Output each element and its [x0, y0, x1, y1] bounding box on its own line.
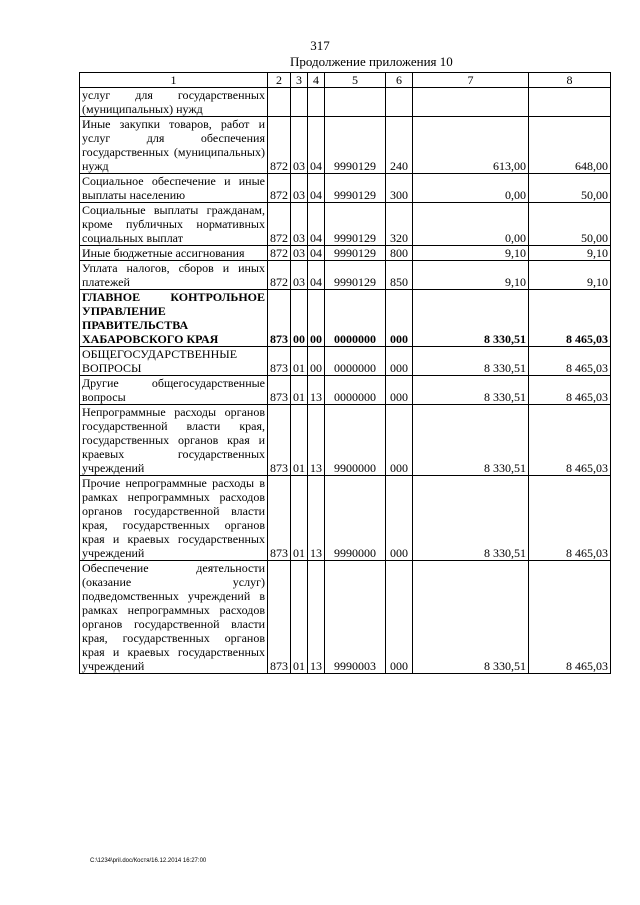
cell-type: 000: [386, 561, 413, 674]
cell-ministry: 873: [268, 376, 291, 405]
cell-name: Социальные выплаты гражданам, кроме публичных нормативных социальных выплат: [80, 203, 268, 246]
cell-type: 000: [386, 476, 413, 561]
cell-amount-2015: 8 330,51: [413, 405, 529, 476]
cell-target: 9990000: [325, 476, 386, 561]
header-cell: 4: [308, 73, 325, 88]
cell-amount-2015: 9,10: [413, 246, 529, 261]
table-row: [80, 246, 611, 261]
table-body: [80, 88, 611, 674]
cell-name: услуг для государственных (муниципальных) нужд: [80, 88, 268, 117]
cell-section: 01: [291, 561, 308, 674]
table-row: [80, 347, 611, 376]
table-row: [80, 290, 611, 347]
cell-amount-2016: 50,00: [529, 174, 611, 203]
cell-amount-2016: 8 465,03: [529, 561, 611, 674]
cell-type: 000: [386, 405, 413, 476]
cell-amount-2015: [413, 88, 529, 117]
cell-target: [325, 88, 386, 117]
cell-ministry: 873: [268, 405, 291, 476]
cell-amount-2016: 8 465,03: [529, 290, 611, 347]
cell-target: 9990003: [325, 561, 386, 674]
header-cell: 8: [529, 73, 611, 88]
file-path-footer: C:\1234\pril.doc/Костя/16.12.2014 16:27:00: [90, 858, 207, 864]
cell-type: 850: [386, 261, 413, 290]
header-row: [80, 73, 611, 88]
cell-name: Другие общегосударственные вопросы: [80, 376, 268, 405]
header-cell: 2: [268, 73, 291, 88]
cell-section: 03: [291, 261, 308, 290]
cell-name: Социальное обеспечение и иные выплаты населению: [80, 174, 268, 203]
cell-target: 9990129: [325, 203, 386, 246]
cell-target: 9990129: [325, 261, 386, 290]
cell-ministry: 872: [268, 117, 291, 174]
cell-amount-2015: 8 330,51: [413, 376, 529, 405]
cell-subsection: 00: [308, 347, 325, 376]
cell-section: 03: [291, 246, 308, 261]
cell-subsection: 04: [308, 117, 325, 174]
cell-section: 00: [291, 290, 308, 347]
cell-subsection: 04: [308, 203, 325, 246]
cell-type: 800: [386, 246, 413, 261]
cell-name: Иные бюджетные ассигнования: [80, 246, 268, 261]
appendix-caption: Продолжение приложения 10: [290, 54, 453, 69]
cell-section: 01: [291, 347, 308, 376]
header-cell: 1: [80, 73, 268, 88]
table-row: [80, 174, 611, 203]
cell-amount-2016: 50,00: [529, 203, 611, 246]
table-row: [80, 476, 611, 561]
cell-subsection: 00: [308, 290, 325, 347]
cell-name: Уплата налогов, сборов и иных платежей: [80, 261, 268, 290]
cell-amount-2015: 9,10: [413, 261, 529, 290]
cell-ministry: 872: [268, 261, 291, 290]
cell-subsection: 13: [308, 476, 325, 561]
cell-amount-2016: 8 465,03: [529, 347, 611, 376]
cell-ministry: 873: [268, 476, 291, 561]
cell-target: 0000000: [325, 347, 386, 376]
cell-target: 0000000: [325, 290, 386, 347]
cell-ministry: 872: [268, 203, 291, 246]
cell-subsection: 13: [308, 405, 325, 476]
cell-ministry: 873: [268, 561, 291, 674]
cell-type: 000: [386, 290, 413, 347]
cell-section: 01: [291, 476, 308, 561]
cell-section: 03: [291, 203, 308, 246]
cell-section: 01: [291, 376, 308, 405]
header-cell: 6: [386, 73, 413, 88]
header-cell: 3: [291, 73, 308, 88]
cell-section: 01: [291, 405, 308, 476]
table-row: [80, 561, 611, 674]
cell-target: 9990129: [325, 246, 386, 261]
cell-amount-2016: 8 465,03: [529, 376, 611, 405]
cell-name: Обеспечение деятельности (оказание услуг) подведомственных учреждений в рамках непрограммных расходов органов государственной власти края, государственных органов края и краевых государственных учреждений: [80, 561, 268, 674]
cell-amount-2015: 613,00: [413, 117, 529, 174]
cell-type: [386, 88, 413, 117]
header-cell: 7: [413, 73, 529, 88]
table-row: [80, 405, 611, 476]
cell-amount-2016: 648,00: [529, 117, 611, 174]
cell-target: 9990129: [325, 117, 386, 174]
table-row: [80, 376, 611, 405]
cell-amount-2015: 8 330,51: [413, 561, 529, 674]
cell-subsection: 04: [308, 246, 325, 261]
table-row: [80, 88, 611, 117]
cell-amount-2015: 8 330,51: [413, 290, 529, 347]
cell-target: 9900000: [325, 405, 386, 476]
cell-amount-2016: 8 465,03: [529, 405, 611, 476]
cell-name: Иные закупки товаров, работ и услуг для обеспечения государственных (муниципальных) нужд: [80, 117, 268, 174]
table-row: [80, 203, 611, 246]
page-number: 317: [310, 38, 330, 53]
cell-name: ГЛАВНОЕ КОНТРОЛЬНОЕ УПРАВЛЕНИЕ ПРАВИТЕЛЬСТВА ХАБАРОВСКОГО КРАЯ: [80, 290, 268, 347]
cell-amount-2015: 8 330,51: [413, 347, 529, 376]
cell-subsection: [308, 88, 325, 117]
cell-amount-2015: 0,00: [413, 203, 529, 246]
cell-name: Прочие непрограммные расходы в рамках непрограммных расходов органов государственной власти края, государственных органов края и краевых государственных учреждений: [80, 476, 268, 561]
cell-name: Непрограммные расходы органов государственной власти края, государственных органов края и краевых государственных учреждений: [80, 405, 268, 476]
cell-amount-2016: 9,10: [529, 261, 611, 290]
cell-type: 320: [386, 203, 413, 246]
cell-section: 03: [291, 174, 308, 203]
cell-subsection: 04: [308, 261, 325, 290]
budget-table: [79, 72, 611, 674]
cell-subsection: 13: [308, 561, 325, 674]
cell-type: 000: [386, 347, 413, 376]
cell-name: ОБЩЕГОСУДАРСТВЕННЫЕ ВОПРОСЫ: [80, 347, 268, 376]
cell-amount-2016: 8 465,03: [529, 476, 611, 561]
cell-section: [291, 88, 308, 117]
cell-type: 240: [386, 117, 413, 174]
header-cell: 5: [325, 73, 386, 88]
cell-ministry: [268, 88, 291, 117]
cell-amount-2016: [529, 88, 611, 117]
cell-target: 9990129: [325, 174, 386, 203]
cell-amount-2015: 8 330,51: [413, 476, 529, 561]
cell-subsection: 13: [308, 376, 325, 405]
cell-ministry: 873: [268, 347, 291, 376]
table-header: [80, 73, 611, 88]
table-row: [80, 261, 611, 290]
cell-ministry: 873: [268, 290, 291, 347]
cell-section: 03: [291, 117, 308, 174]
cell-type: 300: [386, 174, 413, 203]
cell-ministry: 872: [268, 174, 291, 203]
cell-type: 000: [386, 376, 413, 405]
cell-amount-2016: 9,10: [529, 246, 611, 261]
cell-target: 0000000: [325, 376, 386, 405]
cell-ministry: 872: [268, 246, 291, 261]
table-row: [80, 117, 611, 174]
cell-subsection: 04: [308, 174, 325, 203]
cell-amount-2015: 0,00: [413, 174, 529, 203]
